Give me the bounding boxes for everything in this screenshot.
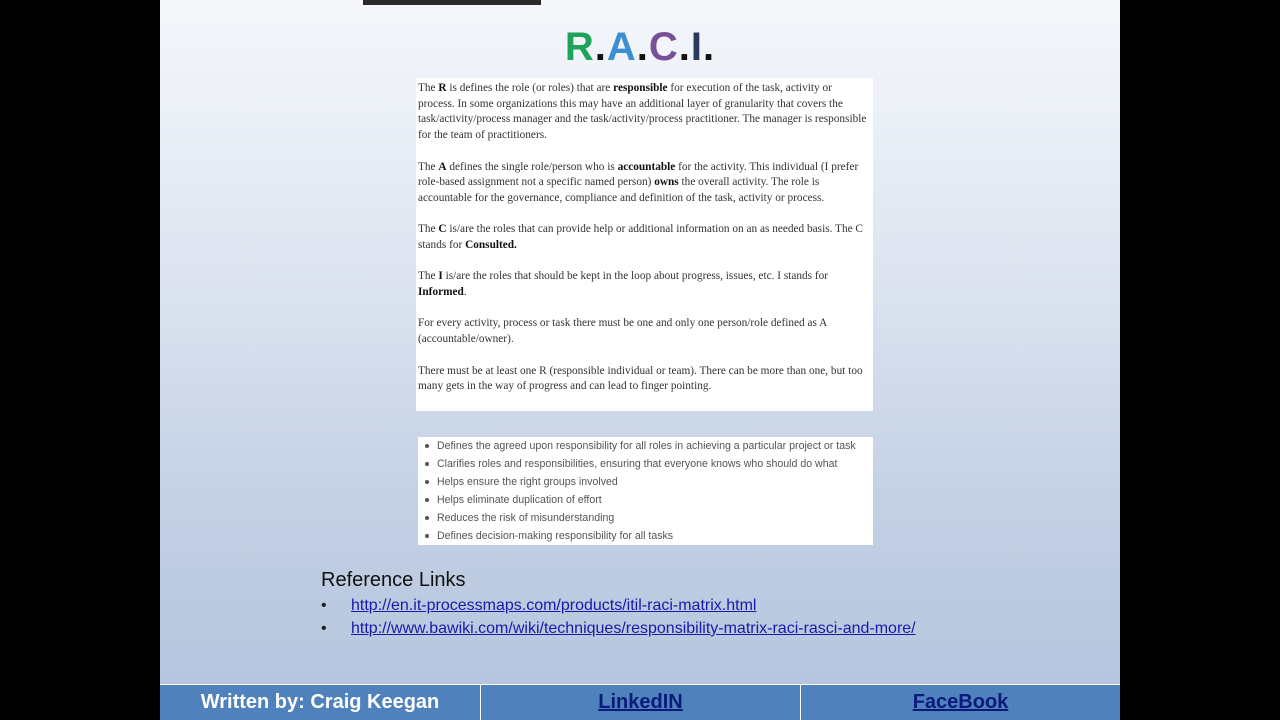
benefit-text: Helps ensure the right groups involved bbox=[437, 476, 618, 488]
bullet-icon bbox=[425, 444, 429, 448]
bold-run: I bbox=[438, 270, 443, 283]
reference-links-heading: Reference Links bbox=[321, 569, 466, 591]
benefit-text: Defines the agreed upon responsibility for all roles in achieving a particular project or task bbox=[437, 440, 856, 452]
text-run: The bbox=[418, 82, 439, 94]
text-run: . bbox=[463, 286, 467, 299]
benefit-text: Helps eliminate duplication of effort bbox=[437, 494, 602, 506]
benefits-list bbox=[418, 439, 873, 547]
informed-paragraph bbox=[418, 269, 871, 300]
raci-description-box bbox=[416, 78, 873, 411]
benefit-item bbox=[418, 511, 873, 529]
reference-link-item bbox=[321, 594, 916, 617]
text-run: the overall activity. The role is accountable for the governance, compliance and definition of the task, activity or process. bbox=[418, 176, 825, 204]
benefit-text: Defines decision-making responsibility for all tasks bbox=[437, 530, 674, 542]
bold-run: Consulted. bbox=[465, 239, 517, 251]
bold-run: responsible bbox=[613, 82, 668, 94]
benefit-item bbox=[418, 457, 873, 475]
title-dot: . bbox=[678, 25, 691, 69]
footer-linkedin-cell bbox=[480, 684, 800, 720]
title-dot: . bbox=[594, 25, 607, 69]
reference-link-item bbox=[321, 617, 916, 640]
text-run: for the activity. This individual (I prefer role-based assignment not a specific named person) bbox=[418, 160, 859, 189]
bold-run: owns bbox=[654, 176, 679, 189]
bold-run: A bbox=[438, 160, 447, 173]
bold-run: Informed bbox=[418, 286, 464, 299]
reference-links-list bbox=[321, 594, 916, 640]
benefit-text: Reduces the risk of misunderstanding bbox=[437, 512, 615, 524]
footer-facebook-cell bbox=[800, 684, 1120, 720]
text-run: defines the single role/person who is bbox=[446, 160, 618, 173]
bold-run: R bbox=[438, 82, 447, 94]
bullet-icon: • bbox=[321, 620, 327, 637]
bullet-icon bbox=[425, 534, 429, 538]
bullet-icon: • bbox=[321, 597, 327, 614]
benefit-item bbox=[418, 529, 873, 547]
responsible-rule: There must be at least one R (responsible individual or team). There can be more than one, but too many gets in the way of progress and can lead to finger pointing. bbox=[418, 364, 863, 393]
title-dot: . bbox=[703, 25, 716, 69]
facebook-link[interactable]: FaceBook bbox=[912, 691, 1009, 713]
benefit-item bbox=[418, 493, 873, 511]
title-dot: . bbox=[636, 25, 649, 69]
bawiki-raci-link[interactable]: http://www.bawiki.com/wiki/techniques/responsibility-matrix-raci-rasci-and-more/ bbox=[351, 620, 916, 637]
responsible-paragraph bbox=[418, 81, 871, 144]
footer-bar bbox=[160, 684, 1120, 720]
title-letter-r: R bbox=[564, 25, 595, 69]
text-run: The bbox=[418, 270, 439, 283]
bullet-icon bbox=[425, 462, 429, 466]
itil-raci-link[interactable]: http://en.it-processmaps.com/products/itil-raci-matrix.html bbox=[351, 597, 757, 614]
bullet-icon bbox=[425, 480, 429, 484]
top-image-edge bbox=[363, 0, 541, 5]
title-letter-a: A bbox=[606, 25, 637, 69]
text-run: is/are the roles that can provide help or additional information on an as needed basis. The C stands for bbox=[418, 223, 863, 251]
bold-run: C bbox=[438, 223, 447, 236]
accountable-paragraph bbox=[418, 160, 871, 207]
slide bbox=[160, 0, 1120, 720]
slide-title bbox=[160, 22, 1120, 72]
bullet-icon bbox=[425, 516, 429, 520]
linkedin-link[interactable]: LinkedIN bbox=[598, 691, 683, 713]
benefit-text: Clarifies roles and responsibilities, ensuring that everyone knows who should do what bbox=[437, 458, 838, 470]
bold-run: accountable bbox=[617, 160, 676, 173]
consulted-paragraph bbox=[418, 222, 871, 253]
text-run: The bbox=[418, 223, 439, 236]
title-letter-i: I bbox=[690, 25, 704, 69]
text-run: is defines the role (or roles) that are bbox=[446, 82, 614, 94]
benefits-box bbox=[418, 437, 873, 545]
benefit-item bbox=[418, 475, 873, 493]
benefit-item bbox=[418, 439, 873, 457]
title-letter-c: C bbox=[648, 25, 679, 69]
bullet-icon bbox=[425, 498, 429, 502]
text-run: for execution of the task, activity or process. In some organizations this may have an additional layer of granularity that covers the task/activity/process manager and the task/activity/process practitioner. The manager is responsible for the team of practitioners. bbox=[418, 82, 867, 142]
text-run: is/are the roles that should be kept in the loop about progress, issues, etc. I stands for bbox=[442, 270, 829, 283]
single-accountable-rule: For every activity, process or task there must be one and only one person/role defined as A (accountable/owner). bbox=[418, 317, 827, 346]
author-credit: Written by: Craig Keegan bbox=[160, 684, 480, 720]
text-run: The bbox=[418, 160, 439, 173]
